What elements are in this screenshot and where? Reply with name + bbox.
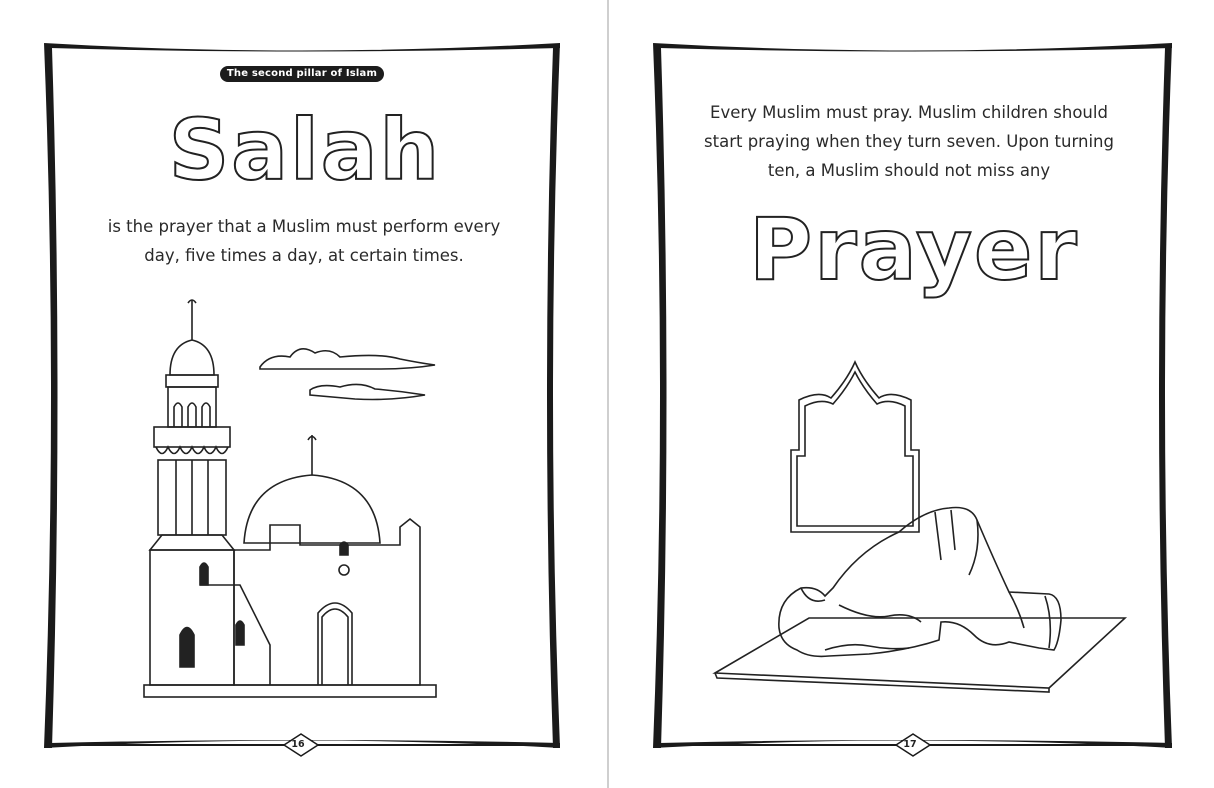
page-number: 17 (903, 739, 917, 750)
section-banner: The second pillar of Islam (220, 66, 384, 82)
body-line: Every Muslim must pray. Muslim children should (710, 103, 1108, 122)
prayer-illustration (709, 360, 1139, 695)
body-text (689, 98, 1129, 185)
body-line: ten, a Muslim should not miss any (767, 161, 1051, 180)
page-title: Salah (168, 101, 442, 199)
body-line: is the prayer that a Muslim must perform every (107, 217, 501, 236)
body-text (88, 212, 520, 270)
mosque-illustration (140, 295, 450, 700)
right-page (609, 0, 1214, 788)
body-line: day, five times a day, at certain times. (144, 246, 464, 265)
body-line: start praying when they turn seven. Upon turning (704, 132, 1114, 151)
page-number: 16 (291, 739, 305, 750)
page-title: Prayer (749, 200, 1079, 300)
